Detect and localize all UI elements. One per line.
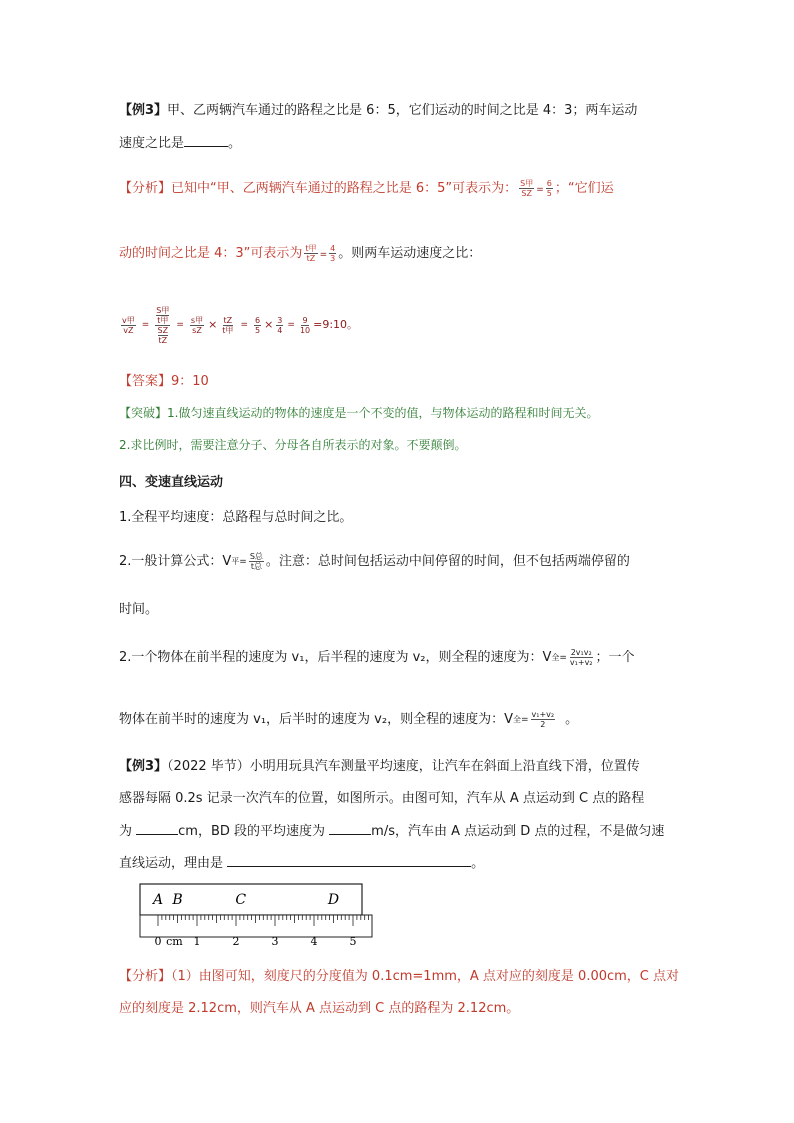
- example2-text1: （2022 毕节）小明用玩具汽车测量平均速度，让汽车在斜面上沿直线下滑，位置传: [167, 759, 640, 774]
- f-eq1: =: [141, 320, 150, 330]
- analysis2-text1: （1）由图可知，刻度尺的分度值为 0.1cm=1mm，A 点对应的刻度是 0.00cm，C 点对: [171, 969, 680, 984]
- point-label-C: C: [235, 892, 247, 908]
- example1-text2-post: 。: [228, 136, 242, 151]
- m2-num: tZ: [223, 315, 233, 325]
- section4-p2-cont: 时间。: [119, 602, 159, 617]
- f-eq2: =: [176, 320, 184, 330]
- p3-sub: 全: [551, 652, 560, 662]
- compound-fraction: [155, 306, 170, 345]
- example2-label: 【例3】: [119, 759, 168, 774]
- v-den: vZ: [123, 325, 134, 335]
- m3-den: 5: [254, 325, 261, 335]
- p2-sub: 平: [231, 556, 240, 566]
- m1-num: s甲: [190, 315, 204, 325]
- section4-title: 四、变速直线运动: [119, 475, 224, 490]
- answer1-value: 9：10: [171, 374, 209, 389]
- breakthrough-line1: [119, 404, 598, 422]
- m2-den: t甲: [222, 325, 234, 335]
- frac-3-4: [276, 316, 283, 335]
- blank-reason[interactable]: [227, 854, 471, 867]
- ex2-l4a: 直线运动，理由是: [119, 856, 228, 871]
- p3-fraction: [569, 648, 594, 667]
- analysis2-label: 【分析】: [119, 969, 172, 984]
- p4-fraction: [531, 710, 556, 729]
- p2-post: 。注意：总时间包括运动中间停留的时间，但不包括两端停留的: [265, 553, 630, 569]
- example1-text1: 甲、乙两辆汽车通过的路程之比是 6：5，它们运动的时间之比是 4：3；两车运动: [167, 103, 638, 118]
- f-eq3: =: [240, 320, 248, 330]
- p3-den: v₁+v₂: [569, 658, 593, 667]
- answer1-label: 【答案】: [119, 374, 172, 389]
- analysis1-line2: [119, 244, 481, 264]
- breakthrough-line2: [119, 436, 466, 454]
- times-1: ×: [208, 318, 218, 331]
- ex2-l3c: m/s，汽车由 A 点运动到 D 点的过程，不是做匀速: [371, 824, 665, 839]
- m4-num: 3: [277, 315, 283, 325]
- ruler-points: [151, 892, 339, 908]
- section4-p2: [119, 552, 630, 571]
- cf-bot-num: SZ: [157, 325, 169, 335]
- tick-label: 4: [310, 935, 318, 948]
- p2-num: S总: [249, 552, 263, 561]
- p4-den: 2: [540, 720, 546, 729]
- ratio1-fraction: [546, 179, 553, 198]
- p4-sub: 全: [512, 714, 521, 724]
- p4-post: 。: [565, 711, 579, 727]
- analysis1-text2-post: 。则两车运动速度之比：: [338, 246, 482, 261]
- example2-line4: [119, 854, 484, 873]
- tick-label: cm: [166, 935, 183, 948]
- tick-label: 5: [349, 935, 357, 948]
- blank-bd-speed[interactable]: [329, 822, 371, 835]
- blank-ac-distance[interactable]: [136, 822, 178, 835]
- ruler-figure: [138, 882, 374, 952]
- example2-line3: [119, 822, 664, 841]
- p3-eq: =: [559, 652, 567, 663]
- p4-pre: 物体在前半时的速度为 v₁，后半时的速度为 v₂，则全程的速度为：V: [119, 711, 513, 727]
- example1-line1: [119, 102, 637, 120]
- point-label-D: D: [327, 892, 340, 908]
- p2-eq: =: [239, 556, 247, 567]
- answer-blank[interactable]: [184, 134, 228, 147]
- formula-result: =9:10。: [313, 318, 359, 331]
- cf-top-num: S甲: [156, 305, 170, 315]
- eq-sign: =: [536, 185, 544, 195]
- ratio2-fraction: [329, 244, 336, 263]
- s-den: SZ: [521, 189, 532, 198]
- p2-den: t总: [250, 562, 262, 571]
- t-frac: [221, 316, 234, 335]
- example2-line1: [119, 758, 640, 776]
- tick-label: 0: [154, 935, 162, 948]
- ex2-l3a: 为: [119, 824, 137, 839]
- tick-label: 3: [271, 935, 279, 948]
- eq-sign-2: =: [319, 250, 328, 260]
- p2-pre: 2.一般计算公式：V: [119, 553, 232, 569]
- point-label-A: A: [152, 892, 164, 908]
- breakthrough-text2: 2.求比例时，需要注意分子、分母各自所表示的对象。不要颠倒。: [119, 438, 467, 452]
- frac-6-5: [254, 316, 261, 335]
- example2-line2: 感器每隔 0.2s 记录一次汽车的位置，如图所示。由图可知，汽车从 A 点运动到 C 点的路程: [119, 791, 645, 806]
- m1-den: sZ: [192, 325, 202, 335]
- breakthrough-label: 【突破】: [119, 406, 168, 420]
- velocity-formula: [119, 300, 358, 350]
- p4-eq: =: [520, 714, 529, 725]
- t-ratio-fraction: [304, 244, 317, 263]
- p4-num: v₁+v₂: [531, 710, 555, 719]
- t-num: t甲: [305, 244, 317, 253]
- m5-den: 10: [299, 325, 311, 335]
- breakthrough-text1: 1.做匀速直线运动的物体的速度是一个不变的值，与物体运动的路程和时间无关。: [167, 406, 599, 420]
- section4-p4: [119, 710, 578, 729]
- cf-bot-den: tZ: [158, 335, 168, 345]
- example1-label: 【例3】: [119, 103, 168, 118]
- tick-label: 2: [232, 935, 240, 948]
- s-num: S甲: [520, 179, 534, 188]
- section4-p3: [119, 648, 635, 667]
- example1-line2: [119, 134, 241, 153]
- p3-pre: 2.一个物体在前半程的速度为 v₁，后半程的速度为 v₂，则全程的速度为：V: [119, 649, 552, 665]
- ex2-l3b: cm，BD 段的平均速度为: [178, 824, 330, 839]
- section4-p1: 1.全程平均速度：总路程与总时间之比。: [119, 510, 353, 525]
- analysis1-line1: [119, 179, 614, 199]
- analysis1-text2: 动的时间之比是 4：3”可表示为: [119, 246, 303, 261]
- analysis2-line1: [119, 968, 679, 986]
- m3-num: 6: [254, 315, 261, 325]
- v-ratio: [121, 316, 136, 335]
- cf-top-den: t甲: [157, 315, 169, 325]
- analysis1-label: 【分析】: [119, 181, 172, 196]
- ex2-l4b: 。: [471, 856, 485, 871]
- p3-num: 2v₁v₂: [570, 648, 592, 657]
- r2-den: 3: [330, 254, 336, 263]
- p2-fraction: [249, 552, 264, 571]
- times-2: ×: [264, 318, 274, 331]
- r1-den: 5: [546, 189, 552, 198]
- r1-num: 6: [546, 179, 552, 188]
- frac-9-10: [299, 316, 311, 335]
- f-eq4: =: [287, 320, 295, 330]
- example1-text2: 速度之比是: [119, 136, 185, 151]
- tick-label: 1: [193, 935, 201, 948]
- point-label-B: B: [172, 892, 183, 908]
- s-ratio-fraction: [519, 179, 534, 198]
- m4-den: 4: [277, 325, 283, 335]
- answer1-line: [119, 373, 209, 391]
- m5-num: 9: [302, 315, 308, 325]
- s-frac: [190, 316, 204, 335]
- r2-num: 4: [330, 244, 336, 253]
- p3-post: ；一个: [595, 649, 635, 665]
- analysis2-line2: 应的刻度是 2.12cm，则汽车从 A 点运动到 C 点的路程为 2.12cm。: [119, 1001, 520, 1016]
- analysis1-text1: 已知中“甲、乙两辆汽车通过的路程之比是 6：5”可表示为：: [171, 181, 518, 196]
- t-den: tZ: [306, 254, 316, 263]
- analysis1-text1-post: ；“它们运: [554, 181, 614, 196]
- v-num: v甲: [122, 315, 135, 325]
